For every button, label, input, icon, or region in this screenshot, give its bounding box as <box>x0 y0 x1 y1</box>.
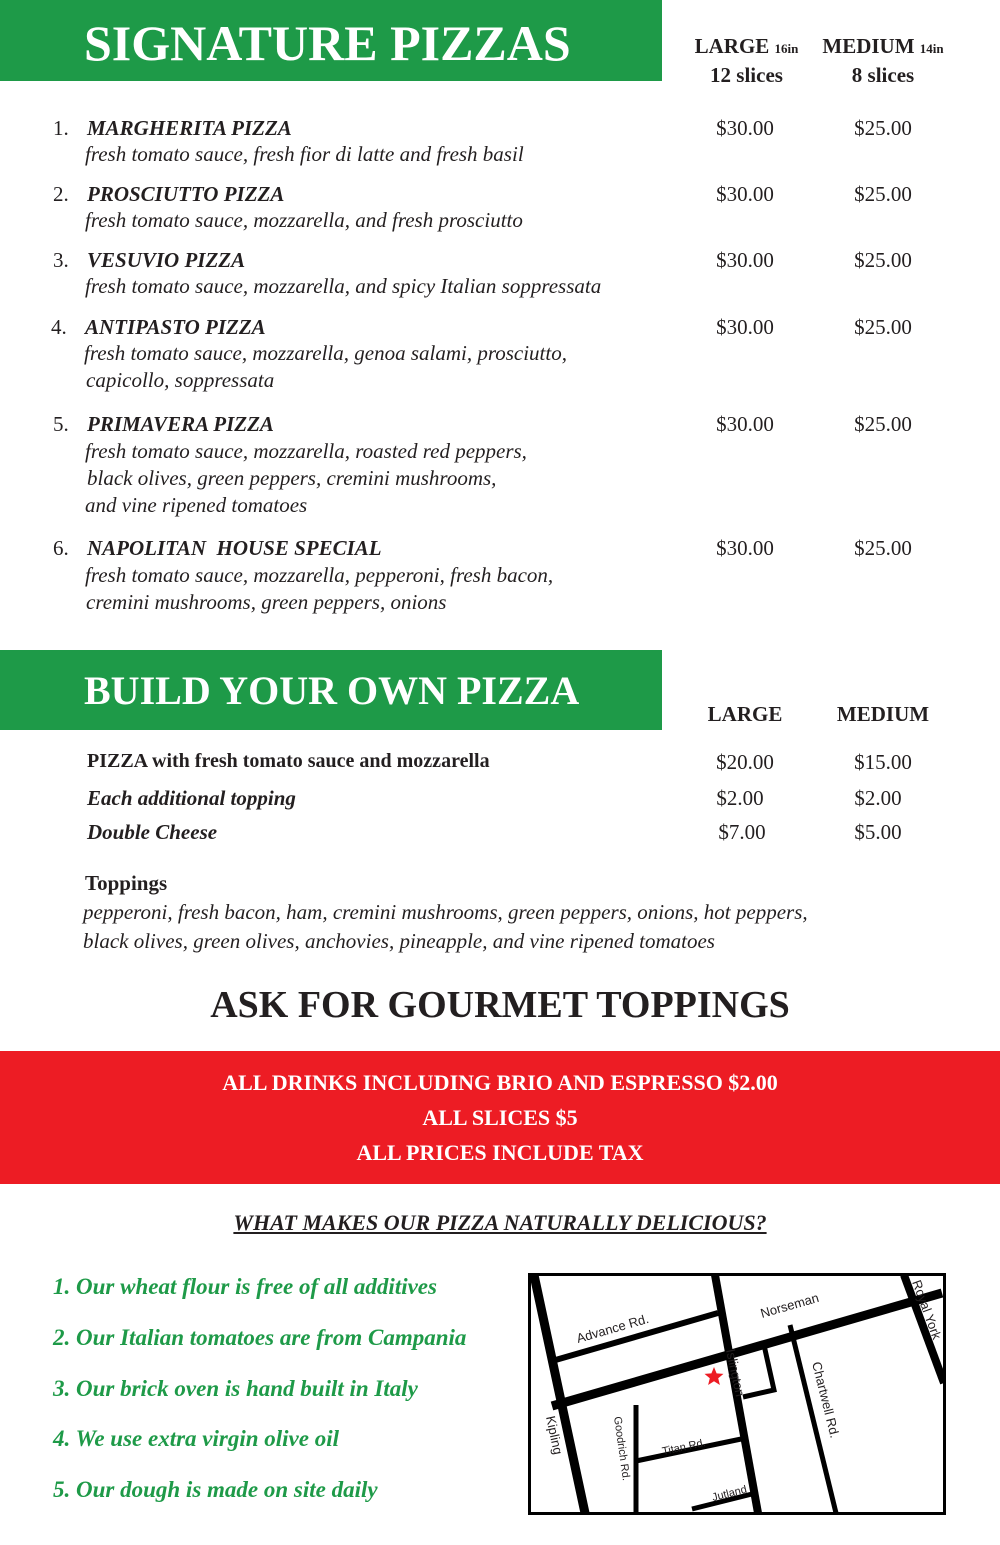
item-name: MARGHERITA PIZZA <box>87 116 292 140</box>
item-description: capicollo, soppressata <box>86 368 275 392</box>
street-jutland: Jutland <box>710 1483 749 1504</box>
item-number: 4. <box>51 315 67 339</box>
byo-banner <box>0 650 662 730</box>
item-number: 1. <box>53 116 69 140</box>
notice-banner <box>0 1051 1000 1184</box>
item-number: 3. <box>53 248 69 272</box>
item-description: fresh tomato sauce, mozzarella, and fresh prosciutto <box>85 208 523 232</box>
byo-base-pizza: PIZZA with fresh tomato sauce and mozzarella <box>87 750 490 772</box>
location-map <box>528 1273 946 1515</box>
signature-banner <box>0 0 662 81</box>
price-medium: $25.00 <box>854 536 912 560</box>
notice-drinks: ALL DRINKS INCLUDING BRIO AND ESPRESSO $2.00 <box>222 1070 778 1095</box>
medium-column-header: MEDIUM 14in <box>822 34 944 58</box>
item-description: fresh tomato sauce, mozzarella, genoa salami, prosciutto, <box>84 341 567 365</box>
item-number: 5. <box>53 412 69 436</box>
fact-item: 3. Our brick oven is hand built in Italy <box>53 1376 418 1401</box>
street-chartwell: Chartwell Rd. <box>809 1360 843 1440</box>
byo-medium-header: MEDIUM <box>836 702 930 726</box>
fact-item: 2. Our Italian tomatoes are from Campania <box>53 1325 467 1350</box>
price-large: $30.00 <box>716 116 774 140</box>
price-medium: $25.00 <box>854 315 912 339</box>
item-description: cremini mushrooms, green peppers, onions <box>86 590 447 614</box>
street-royal-york: Royal York <box>909 1277 945 1342</box>
price-large: $30.00 <box>716 315 774 339</box>
street-titan: Titan Rd. <box>661 1436 707 1458</box>
street-norseman: Norseman <box>758 1289 821 1321</box>
byo-base-price-large: $20.00 <box>716 750 774 774</box>
item-description: black olives, green peppers, cremini mushrooms, <box>87 466 497 490</box>
byo-cheese-price-large: $7.00 <box>718 820 766 844</box>
price-large: $30.00 <box>716 248 774 272</box>
street-advance: Advance Rd. <box>574 1310 651 1346</box>
fact-item: 5. Our dough is made on site daily <box>53 1477 378 1502</box>
item-description: fresh tomato sauce, mozzarella, and spicy Italian soppressata <box>85 274 602 298</box>
byo-topping-price-medium: $2.00 <box>854 786 902 810</box>
toppings-list: black olives, green olives, anchovies, pineapple, and vine ripened tomatoes <box>83 929 715 953</box>
signature-title: SIGNATURE PIZZAS <box>84 15 571 71</box>
item-description: fresh tomato sauce, mozzarella, roasted red peppers, <box>85 439 527 463</box>
byo-double-cheese: Double Cheese <box>87 820 218 844</box>
large-column-header: LARGE 16in <box>694 34 799 58</box>
item-name: PRIMAVERA PIZZA <box>87 412 274 436</box>
item-name: NAPOLITAN HOUSE SPECIAL <box>87 536 382 560</box>
medium-slices: 8 slices <box>851 63 915 87</box>
street-kipling: Kipling <box>543 1414 566 1456</box>
byo-large-header: LARGE <box>707 702 783 726</box>
large-slices: 12 slices <box>710 63 783 87</box>
toppings-heading: Toppings <box>85 871 168 895</box>
byo-topping-price-large: $2.00 <box>716 786 764 810</box>
price-large: $30.00 <box>716 182 774 206</box>
fact-item: 1. Our wheat flour is free of all additives <box>53 1274 437 1299</box>
item-description: and vine ripened tomatoes <box>85 493 308 517</box>
price-medium: $25.00 <box>854 182 912 206</box>
item-description: fresh tomato sauce, mozzarella, pepperoni, fresh bacon, <box>85 563 554 587</box>
price-large: $30.00 <box>716 412 774 436</box>
price-medium: $25.00 <box>854 248 912 272</box>
price-medium: $25.00 <box>854 412 912 436</box>
fact-item: 4. We use extra virgin olive oil <box>53 1426 339 1451</box>
item-name: ANTIPASTO PIZZA <box>85 315 266 339</box>
gourmet-toppings-heading: ASK FOR GOURMET TOPPINGS <box>210 984 790 1026</box>
why-heading: WHAT MAKES OUR PIZZA NATURALLY DELICIOUS? <box>233 1210 767 1235</box>
street-islington: Islington <box>723 1347 748 1398</box>
item-number: 6. <box>53 536 69 560</box>
item-name: PROSCIUTTO PIZZA <box>87 182 285 206</box>
item-description: fresh tomato sauce, fresh fior di latte and fresh basil <box>85 142 524 166</box>
byo-title: BUILD YOUR OWN PIZZA <box>84 668 580 713</box>
byo-cheese-price-medium: $5.00 <box>854 820 902 844</box>
byo-additional-topping: Each additional topping <box>87 786 296 810</box>
item-number: 2. <box>53 182 69 206</box>
street-goodrich: Goodrich Rd. <box>611 1415 632 1482</box>
toppings-list: pepperoni, fresh bacon, ham, cremini mushrooms, green peppers, onions, hot peppers, <box>83 900 808 924</box>
byo-base-price-medium: $15.00 <box>854 750 912 774</box>
notice-slices: ALL SLICES $5 <box>422 1105 578 1130</box>
item-name: VESUVIO PIZZA <box>87 248 246 272</box>
notice-tax: ALL PRICES INCLUDE TAX <box>356 1140 644 1165</box>
price-medium: $25.00 <box>854 116 912 140</box>
price-large: $30.00 <box>716 536 774 560</box>
